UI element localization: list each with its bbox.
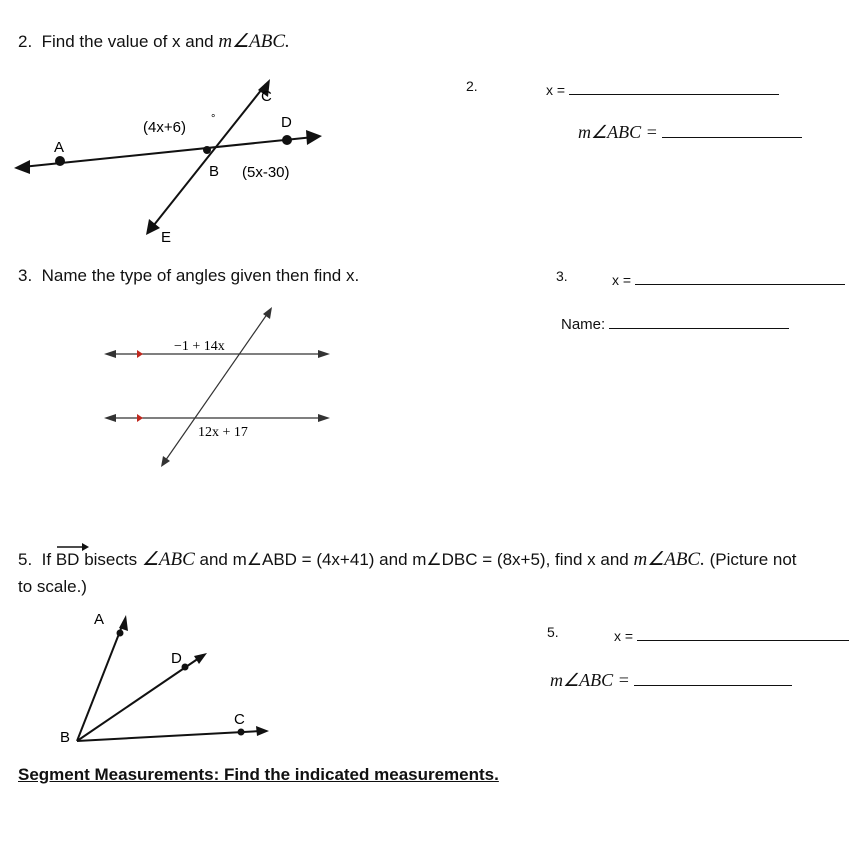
label-a: A	[54, 139, 65, 156]
label-b: B	[209, 163, 220, 180]
expr-5x30: (5x-30)	[242, 164, 290, 181]
point-c	[238, 729, 245, 736]
q5-prompt: 5. If BD bisects ∠ABC and m∠ABD = (4x+41) and m∠DBC = (8x+5), find x and m∠ABC. (Picture not	[18, 548, 797, 571]
expr-4x6: (4x+6)	[143, 119, 186, 136]
q5-prompt-line2: to scale.)	[18, 577, 87, 596]
point-a	[117, 630, 124, 637]
answer-2-angle: m∠ABC =	[578, 122, 802, 143]
answer-3-x: x =	[612, 270, 845, 288]
label-e: E	[161, 229, 172, 246]
answer-5-number: 5.	[547, 624, 559, 640]
answer-5-x-blank[interactable]	[637, 626, 849, 641]
expr-bottom: 12x + 17	[198, 425, 248, 440]
q2-prompt: 2. Find the value of x and m∠ABC.	[18, 31, 290, 52]
answer-2-x: x =	[546, 80, 779, 98]
label-d: D	[171, 650, 182, 667]
segment-heading: Segment Measurements: Find the indicated measurements.	[18, 765, 499, 784]
answer-3-number: 3.	[556, 268, 568, 284]
label-b: B	[60, 729, 71, 746]
point-d	[182, 664, 189, 671]
q3-prompt: 3. Name the type of angles given then find x.	[18, 266, 360, 285]
arrow-d	[194, 653, 207, 664]
degree-mark: °	[211, 113, 216, 125]
label-d: D	[281, 114, 292, 131]
label-c: C	[234, 711, 245, 728]
answer-3-name: Name:	[561, 314, 789, 333]
answer-5-angle-blank[interactable]	[634, 671, 792, 686]
arrow-c	[256, 726, 269, 736]
ray-bd: BD	[56, 550, 80, 570]
label-c: C	[261, 88, 272, 105]
answer-5-x: x =	[614, 626, 849, 644]
ray-bc	[77, 731, 262, 741]
ray-ba	[77, 621, 124, 741]
expr-top: −1 + 14x	[174, 339, 225, 354]
answer-5-angle: m∠ABC =	[550, 670, 792, 691]
answer-2-number: 2.	[466, 78, 478, 94]
label-a: A	[94, 611, 105, 628]
